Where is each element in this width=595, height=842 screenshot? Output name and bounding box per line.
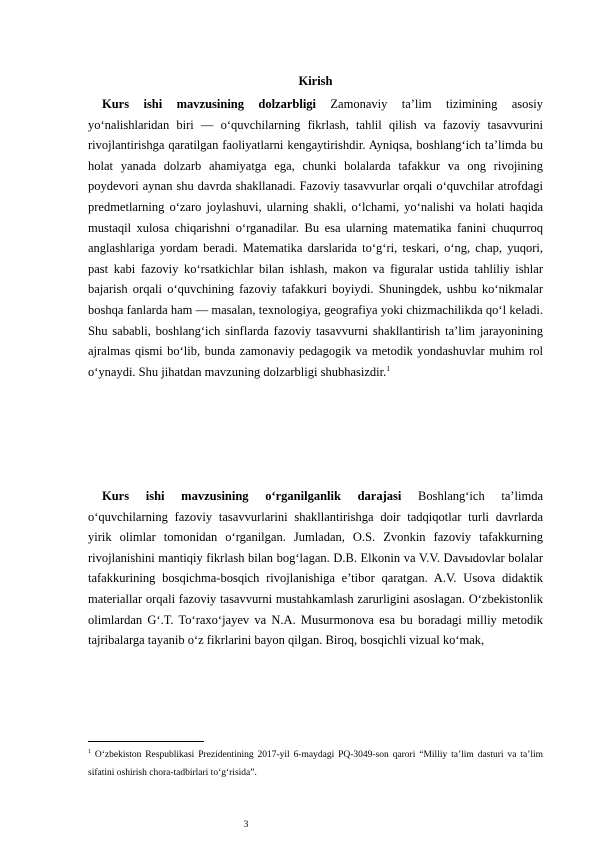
footnote-number: 1 <box>88 748 91 755</box>
footnote-divider <box>88 741 204 742</box>
paragraph-research-level <box>88 486 543 651</box>
page-title: Kirish <box>298 74 333 88</box>
paragraph-lead-research-level: Kurs ishi mavzusining o‘rganilganlik darajasi <box>102 489 402 503</box>
paragraph-body-relevance: Zamonaviy ta’lim tizimining asosiy yo‘nalishlaridan biri — o‘quvchilarning fikrlash, tahlil qilish va fazoviy tasavvurini rivojlantirishga qaratilgan faoliyatlarni kengaytirishdir. Ayniqsa, boshlang‘ich ta’limda bu holat yanada dolzarb ahamiyatga ega, chunki bolalarda tafakkur va ong rivojining poydevori aynan shu davrda shakllanadi. Fazoviy tasavvurlar orqali o‘quvchilar atrofdagi predmetlarning o‘zaro joylashuvi, ularning shakli, o‘lchami, yo‘nalishi va holati haqida mustaqil xulosa chiqarishni o‘rganadilar. Bu esa ularning matematika fanini chuqurroq anglashlariga yordam beradi. Matematika darslarida to‘g‘ri, teskari, o‘ng, chap, yuqori, past kabi fazoviy ko‘rsatkichlar bilan ishlash, makon va figuralar ustida tahliliy ishlar bajarish orqali o‘quvchining fazoviy tafakkuri boyiydi. Shuningdek, ushbu ko‘nikmalar boshqa fanlarda ham — masalan, texnologiya, geografiya yoki chizmachilikda qo‘l keladi. Shu sababli, boshlang‘ich sinflarda fazoviy tasavvurni shakllantirish ta’lim jarayonining ajralmas qismi bo‘lib, bunda zamonaviy pedagogik va metodik yondashuvlar muhim rol o‘ynaydi. Shu jihatdan mavzuning dolzarbligi shubhasizdir. <box>88 97 543 379</box>
paragraph-body-research-level: Boshlang‘ich ta’limda o‘quvchilarning fazoviy tasavvurlarini shakllantirishga doir tadqiqotlar turli davrlarda yirik olimlar tomonidan o‘rganilgan. Jumladan, O.S. Zvonkin fazoviy tafakkurning rivojlanishini mantiqiy fikrlash bilan bog‘lagan. D.B. Elkonin va V.V. Davыdovlar bolalar tafakkurining bosqichma-bosqich rivojlanishiga e’tibor qaratgan. A.V. Usova didaktik materiallar orqali fazoviy tasavvurni mustahkamlash zarurligini asoslagan. O‘zbekistonlik olimlardan G‘.T. To‘raxo‘jayev va N.A. Musurmonova esa bu boradagi milliy metodik tajribalarga tayanib o‘z fikrlarini bayon qilgan. Biroq, bosqichli vizual ko‘mak, <box>88 489 544 648</box>
footnote-reference[interactable]: 1 <box>386 363 390 373</box>
paragraph-relevance <box>88 94 543 382</box>
page-number: 3 <box>243 820 249 830</box>
footnote-text: O‘zbekiston Respublikasi Prezidentining 2017-yil 6-maydagi PQ-3049-son qarori “Milliy ta’lim dasturi va ta’lim sifatini oshirish chora-tadbirlari to‘g‘risida”. <box>88 750 543 778</box>
footnote <box>88 746 543 782</box>
paragraph-lead-relevance: Kurs ishi mavzusining dolzarbligi <box>102 97 317 111</box>
